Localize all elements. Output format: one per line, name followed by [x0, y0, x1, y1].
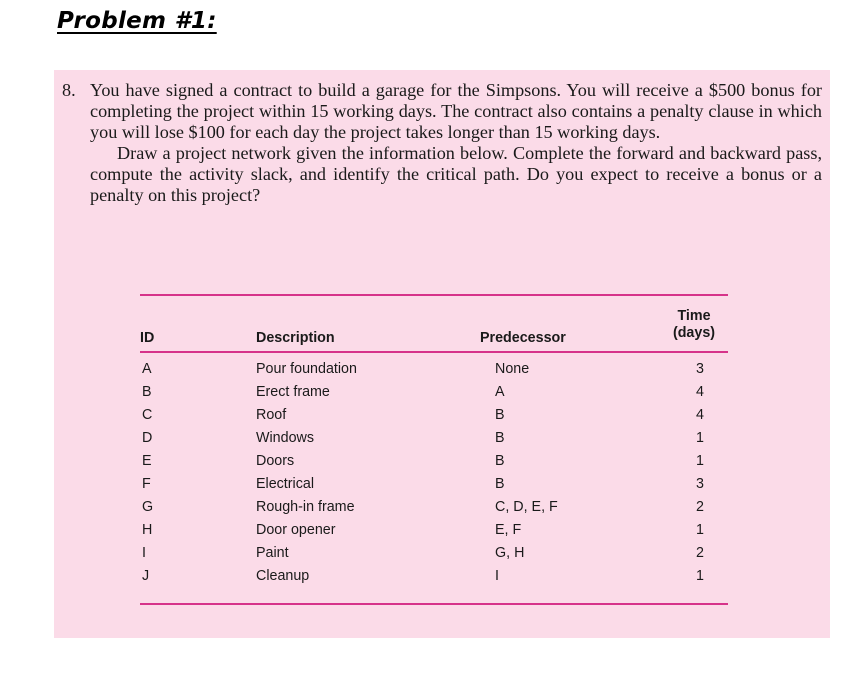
- cell-predecessor: B: [495, 453, 505, 469]
- cell-predecessor: B: [495, 476, 505, 492]
- cell-description: Erect frame: [256, 384, 330, 400]
- header-time-line1: Time: [677, 308, 711, 324]
- cell-id: G: [142, 499, 154, 515]
- cell-description: Doors: [256, 453, 295, 469]
- table-bottom-rule: [140, 603, 728, 605]
- table-row: [140, 473, 728, 496]
- table-row: [140, 542, 728, 565]
- cell-description: Rough-in frame: [256, 499, 355, 515]
- problem-text: [62, 80, 822, 206]
- cell-time: 1: [696, 522, 704, 538]
- cell-description: Cleanup: [256, 568, 310, 584]
- cell-description: Paint: [256, 545, 289, 561]
- cell-id: F: [142, 476, 151, 492]
- cell-id: J: [142, 568, 150, 584]
- problem-heading: Problem #1:: [57, 8, 217, 34]
- problem-number: 8.: [62, 80, 76, 100]
- header-id: ID: [140, 330, 155, 346]
- cell-predecessor: I: [495, 568, 499, 584]
- table-row: [140, 427, 728, 450]
- table-row: [140, 450, 728, 473]
- table-row: [140, 496, 728, 519]
- problem-paragraph-1: You have signed a contract to build a garage for the Simpsons. You will receive a $500 bonus for completing the project within 15 working days. The contract also contains a penalty clause in which you will lose $100 for each day the project takes longer than 15 working days.: [90, 80, 822, 142]
- problem-panel: [54, 70, 830, 638]
- cell-time: 3: [696, 361, 704, 377]
- cell-time: 1: [696, 568, 704, 584]
- cell-id: D: [142, 430, 153, 446]
- cell-predecessor: None: [495, 361, 530, 377]
- cell-description: Electrical: [256, 476, 314, 492]
- table-row: [140, 358, 728, 381]
- cell-id: B: [142, 384, 152, 400]
- cell-description: Door opener: [256, 522, 336, 538]
- cell-predecessor: A: [495, 384, 505, 400]
- cell-description: Roof: [256, 407, 287, 423]
- cell-description: Windows: [256, 430, 314, 446]
- table-row: [140, 404, 728, 427]
- cell-predecessor: B: [495, 407, 505, 423]
- table-top-rule: [140, 294, 728, 296]
- cell-time: 4: [696, 384, 704, 400]
- problem-paragraph-2: Draw a project network given the information below. Complete the forward and backward pass, compute the activity slack, and identify the critical path. Do you expect to receive a bonus or a penalty on this project?: [90, 143, 822, 205]
- table-row: [140, 381, 728, 404]
- cell-time: 3: [696, 476, 704, 492]
- cell-id: I: [142, 545, 146, 561]
- cell-predecessor: E, F: [495, 522, 522, 538]
- cell-time: 1: [696, 453, 704, 469]
- cell-id: H: [142, 522, 153, 538]
- header-time-line2: (days): [672, 325, 716, 341]
- table-row: [140, 519, 728, 542]
- cell-time: 4: [696, 407, 704, 423]
- cell-predecessor: G, H: [495, 545, 525, 561]
- cell-id: C: [142, 407, 153, 423]
- cell-id: E: [142, 453, 152, 469]
- header-predecessor: Predecessor: [480, 330, 566, 346]
- cell-predecessor: B: [495, 430, 505, 446]
- cell-time: 1: [696, 430, 704, 446]
- header-time: [664, 308, 724, 342]
- table-header-rule: [140, 351, 728, 353]
- cell-time: 2: [696, 499, 704, 515]
- cell-description: Pour foundation: [256, 361, 357, 377]
- table-row: [140, 565, 728, 588]
- cell-predecessor: C, D, E, F: [495, 499, 558, 515]
- cell-time: 2: [696, 545, 704, 561]
- cell-id: A: [142, 361, 152, 377]
- header-description: Description: [256, 330, 335, 346]
